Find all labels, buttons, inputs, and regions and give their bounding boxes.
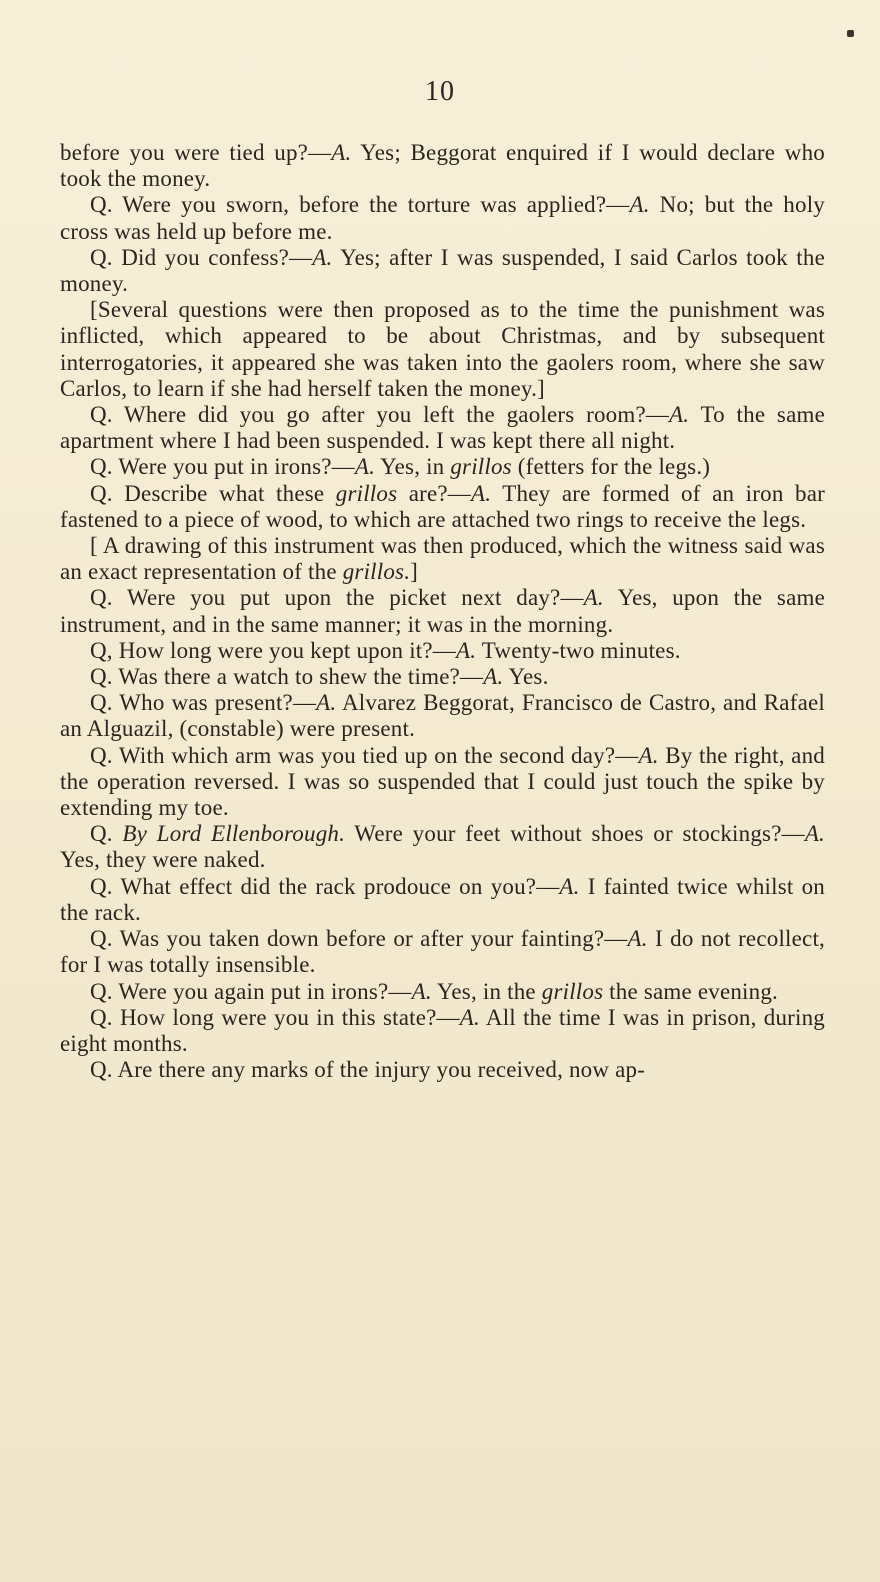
text-run: Q, How long were you kept upon it?— (90, 637, 456, 663)
italic-text: A. (559, 873, 580, 899)
paragraph (60, 192, 825, 244)
italic-text: A. (669, 402, 690, 428)
ink-speck (847, 30, 854, 37)
text-run: Yes; Beggorat enquired if I would declare who took the money. (60, 140, 825, 192)
paragraph (60, 979, 825, 1005)
page-number: 10 (425, 76, 455, 107)
text-run: Yes, upon the same instrument, and in the same manner; it was in the morning. (60, 585, 825, 637)
italic-text: A. (316, 690, 337, 716)
italic-text: grillos (450, 454, 512, 480)
text-run: Yes, in (375, 454, 451, 480)
text-run: Q. Describe what these (90, 480, 336, 506)
text-run: Q. Were you put in irons?— (90, 454, 355, 480)
italic-text: A. (411, 978, 432, 1004)
text-run: Q. Where did you go after you left the gaolers room?— (90, 402, 670, 428)
text-run: Q. Who was present?— (90, 690, 317, 716)
text-run: the same evening. (603, 978, 778, 1004)
italic-text: A. (354, 454, 376, 480)
italic-text: A. (312, 244, 333, 270)
text-run: I fainted twice whilst on the rack. (60, 873, 825, 925)
paragraph (60, 874, 825, 926)
text-run: Q. (90, 821, 123, 847)
text-run: Yes. (503, 664, 549, 690)
text-run: By the right, and the operation reversed. I was so suspended that I could just touch the spike by extending my toe. (60, 742, 825, 821)
text-run: Yes, they were naked. (60, 847, 266, 873)
text-run: Alvarez Beggorat, Francisco de Castro, and Rafael an Alguazil, (constable) were present. (60, 690, 825, 742)
paragraph (60, 402, 825, 454)
text-run: Q. Are there any marks of the injury you received, now ap- (90, 1057, 646, 1083)
paragraph (60, 638, 825, 664)
italic-text: A. (583, 585, 604, 611)
text-run: Q. Was you taken down before or after your fainting?— (90, 926, 628, 952)
paragraph (60, 481, 825, 533)
text-run: Q. Were you put upon the picket next day?— (90, 585, 584, 611)
body-text (60, 140, 825, 1083)
text-run: No; but the holy cross was held up before me. (60, 192, 825, 244)
paragraph (60, 585, 825, 637)
text-run: Were your feet without shoes or stockings?— (345, 821, 805, 847)
italic-text: A. (331, 140, 352, 165)
text-run: [ A drawing of this instrument was then produced, which the witness said was an exact representation of the (60, 533, 825, 585)
text-run: Q. Were you again put in irons?— (90, 978, 412, 1004)
text-run: ] (410, 559, 418, 585)
italic-text: A. (627, 926, 648, 952)
paragraph (60, 1057, 825, 1083)
paragraph (60, 690, 825, 742)
paragraph (60, 297, 825, 402)
text-run: are?— (397, 480, 472, 506)
text-run: To the same apartment where I had been suspended. I was kept there all night. (60, 402, 825, 454)
italic-text: A. (471, 480, 492, 506)
italic-text: grillos. (342, 559, 411, 585)
paragraph (60, 926, 825, 978)
paragraph (60, 533, 825, 585)
text-run: Q. How long were you in this state?— (90, 1004, 460, 1030)
italic-text: By Lord Ellenborough. (122, 821, 346, 847)
text-run: Q. What effect did the rack prodouce on you?— (90, 873, 560, 899)
text-run: Q. Was there a watch to shew the time?— (90, 664, 484, 690)
text-run: [Several questions were then proposed as to the time the punishment was inflicted, which appeared to be about Christmas, and by subsequent interrogatories, it appeared she was taken into the gaolers room, where she saw Carlos, to learn if she had herself taken the money.] (60, 297, 825, 401)
italic-text: grillos (541, 978, 604, 1004)
paragraph (60, 140, 825, 192)
text-run: Q. Did you confess?— (90, 244, 313, 270)
text-run: Yes, in the (431, 978, 542, 1004)
text-run: (fetters for the legs.) (511, 454, 711, 480)
text-run: before you were tied up?— (60, 140, 332, 165)
paragraph (60, 454, 825, 480)
text-run: Yes; after I was suspended, I said Carlos took the money. (60, 244, 825, 297)
text-run: Twenty-two minutes. (476, 637, 681, 663)
paragraph (60, 1005, 825, 1057)
text-run: They are formed of an iron bar fastened to a piece of wood, to which are attached two rings to receive the legs. (60, 480, 825, 532)
italic-text: A. (804, 821, 826, 847)
paragraph (60, 664, 825, 690)
paragraph (60, 743, 825, 822)
italic-text: A. (456, 637, 477, 663)
text-run: I do not recollect, for I was totally insensible. (60, 926, 825, 978)
text-run: Q. Were you sworn, before the torture was applied?— (90, 192, 630, 218)
italic-text: A. (629, 192, 650, 218)
italic-text: A. (638, 742, 659, 768)
paragraph (60, 245, 825, 297)
italic-text: A. (459, 1004, 480, 1030)
text-run: All the time I was in prison, during eight months. (60, 1004, 825, 1056)
italic-text: grillos (335, 480, 398, 506)
paragraph (60, 821, 825, 873)
italic-text: A. (483, 664, 504, 690)
text-run: Q. With which arm was you tied up on the second day?— (90, 742, 639, 768)
